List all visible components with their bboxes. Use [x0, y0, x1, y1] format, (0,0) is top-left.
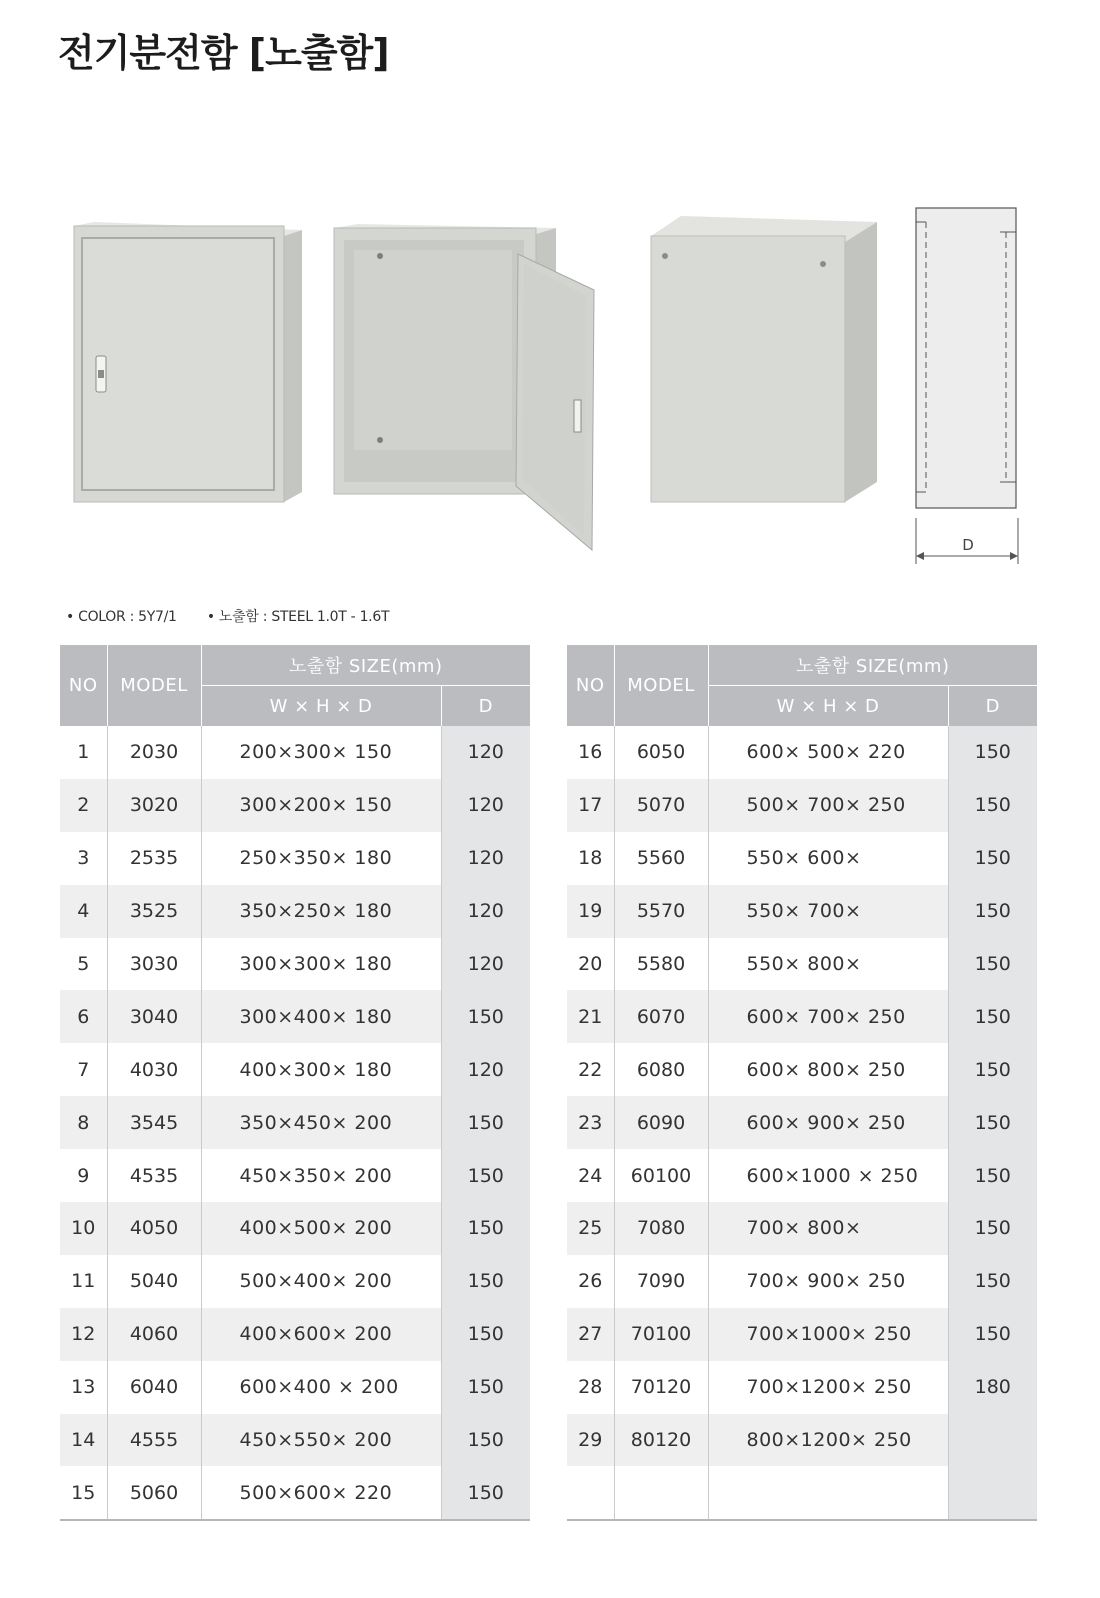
cell-no: 9: [77, 1164, 90, 1187]
color-spec: • COLOR : 5Y7/1: [66, 609, 177, 625]
cell-model: 70100: [614, 1308, 708, 1361]
cell-d: 150: [948, 726, 1037, 779]
cell-no: 21: [567, 990, 614, 1043]
cell-d: 150: [948, 1149, 1037, 1202]
cell-model: 70120: [614, 1361, 708, 1414]
cell-size: 600×1000 × 250: [708, 1149, 948, 1202]
table-row: [60, 1255, 530, 1308]
cell-size: 400×500× 200: [201, 1202, 441, 1255]
header-d: D: [948, 686, 1037, 727]
table-row: [60, 1043, 530, 1096]
cell-d: 150: [441, 990, 530, 1043]
cell-no: 29: [567, 1414, 614, 1467]
cell-size: 600× 700× 250: [708, 990, 948, 1043]
cell-size: 400×300× 180: [201, 1043, 441, 1096]
cell-no: 27: [567, 1308, 614, 1361]
table-row: [60, 990, 530, 1043]
cell-model: 7090: [614, 1255, 708, 1308]
table-row: [60, 885, 530, 938]
table-row: [567, 1149, 1037, 1202]
product-photos: [0, 200, 1100, 580]
cell-no: 1: [77, 741, 90, 764]
cell-d: 150: [948, 938, 1037, 991]
cell-d: 150: [948, 1043, 1037, 1096]
cell-model: 3525: [107, 885, 201, 938]
cell-size: 450×350× 200: [201, 1149, 441, 1202]
cell-d: 150: [441, 1202, 530, 1255]
cell-size: 550× 700×: [708, 885, 948, 938]
cell-d: 150: [948, 1096, 1037, 1149]
cell-size: 600× 900× 250: [708, 1096, 948, 1149]
cell-d: 150: [441, 1149, 530, 1202]
cell-size: 350×450× 200: [201, 1096, 441, 1149]
cell-model: 2030: [107, 726, 201, 779]
cell-model: 6050: [614, 726, 708, 779]
table-row: [60, 938, 530, 991]
cell-d: 150: [441, 1096, 530, 1149]
cell-d: 150: [948, 885, 1037, 938]
cell-no: 12: [60, 1308, 107, 1361]
cell-size: 250×350× 180: [201, 832, 441, 885]
cell-size: 550× 800×: [708, 938, 948, 991]
cell-model: 2535: [107, 832, 201, 885]
cell-no: 24: [578, 1164, 603, 1187]
material-spec: • 노출함 : STEEL 1.0T - 1.6T: [206, 609, 390, 625]
table-row: [567, 1308, 1037, 1361]
cell-d: 150: [948, 1202, 1037, 1255]
cell-model: 6040: [107, 1361, 201, 1414]
cell-model: 4050: [107, 1202, 201, 1255]
cabinet-back-image: [645, 212, 885, 507]
cabinet-open-image: [330, 224, 600, 554]
cell-size: 700× 800×: [708, 1202, 948, 1255]
table-row: [567, 1414, 1037, 1467]
table-row: [60, 1149, 530, 1202]
cell-model: 6090: [614, 1096, 708, 1149]
table-row: [567, 1255, 1037, 1308]
cell-model: 5570: [614, 885, 708, 938]
cell-size: [708, 1466, 948, 1520]
cell-model: 4555: [107, 1414, 201, 1467]
cell-no: 19: [567, 885, 614, 938]
cell-no: 8: [60, 1096, 107, 1149]
cell-d: 180: [948, 1361, 1037, 1414]
header-size-group: 노출함 SIZE(mm): [201, 645, 530, 686]
cell-size: 300×400× 180: [201, 990, 441, 1043]
cell-no: 26: [578, 1270, 603, 1293]
cell-model: 4060: [107, 1308, 201, 1361]
cell-size: 800×1200× 250: [708, 1414, 948, 1467]
cell-d: 150: [441, 1361, 530, 1414]
table-row: [567, 832, 1037, 885]
header-model: MODEL: [107, 645, 201, 726]
depth-diagram: [910, 202, 1030, 572]
cell-no: 14: [60, 1414, 107, 1467]
cell-d: 150: [441, 1466, 530, 1520]
cell-model: 80120: [614, 1414, 708, 1467]
cell-no: 22: [578, 1058, 603, 1081]
header-whd: W × H × D: [201, 686, 441, 727]
table-row: [60, 1414, 530, 1467]
cell-d: 150: [441, 1414, 530, 1467]
cell-size: 450×550× 200: [201, 1414, 441, 1467]
cell-model: 7080: [614, 1202, 708, 1255]
table-row: [60, 779, 530, 832]
cell-no: [567, 1466, 614, 1520]
cell-d: [948, 1414, 1037, 1467]
cell-d: 150: [948, 779, 1037, 832]
cell-d: 150: [948, 990, 1037, 1043]
depth-label: D: [962, 536, 974, 554]
cell-size: 350×250× 180: [201, 885, 441, 938]
cell-d: 150: [948, 832, 1037, 885]
table-row: [567, 1466, 1037, 1520]
cell-model: 3030: [107, 938, 201, 991]
table-row: [567, 726, 1037, 779]
table-row: [60, 1202, 530, 1255]
table-row: [567, 1043, 1037, 1096]
cell-model: 5040: [107, 1255, 201, 1308]
header-size-group: 노출함 SIZE(mm): [708, 645, 1037, 686]
cell-size: 700× 900× 250: [708, 1255, 948, 1308]
table-row: [567, 885, 1037, 938]
cell-size: 300×200× 150: [201, 779, 441, 832]
table-row: [567, 1361, 1037, 1414]
cell-size: 400×600× 200: [201, 1308, 441, 1361]
cell-model: [614, 1466, 708, 1520]
cell-no: 20: [578, 953, 603, 975]
cell-no: 25: [567, 1202, 614, 1255]
cell-no: 17: [567, 779, 614, 832]
cell-no: 4: [60, 885, 107, 938]
cell-model: 5060: [107, 1466, 201, 1520]
cell-no: 23: [567, 1096, 614, 1149]
cell-no: 11: [71, 1270, 96, 1293]
table-row: [567, 1096, 1037, 1149]
cell-size: 500×600× 220: [201, 1466, 441, 1520]
cell-d: 120: [441, 885, 530, 938]
table-row: [60, 726, 530, 779]
cell-d: 150: [948, 1255, 1037, 1308]
cell-model: 60100: [614, 1149, 708, 1202]
cell-model: 5560: [614, 832, 708, 885]
cell-d: 150: [441, 1308, 530, 1361]
cell-no: 16: [578, 741, 603, 764]
cell-no: 3: [77, 847, 90, 870]
cell-no: 5: [77, 953, 90, 975]
cell-d: 150: [948, 1308, 1037, 1361]
cell-no: 10: [60, 1202, 107, 1255]
cell-d: 120: [441, 832, 530, 885]
cell-model: 3020: [107, 779, 201, 832]
cell-model: 4535: [107, 1149, 201, 1202]
header-whd: W × H × D: [708, 686, 948, 727]
table-row: [567, 779, 1037, 832]
table-row: [567, 1202, 1037, 1255]
cell-model: 6070: [614, 990, 708, 1043]
spec-notes: [66, 606, 415, 626]
cell-model: 6080: [614, 1043, 708, 1096]
table-row: [567, 990, 1037, 1043]
cell-size: 700×1000× 250: [708, 1308, 948, 1361]
cell-d: 120: [441, 779, 530, 832]
header-model: MODEL: [614, 645, 708, 726]
size-table-right: [567, 645, 1037, 1521]
cabinet-closed-image: [70, 220, 310, 505]
cell-no: 7: [77, 1058, 90, 1081]
cell-d: 120: [441, 938, 530, 991]
cell-size: 200×300× 150: [201, 726, 441, 779]
table-row: [60, 1308, 530, 1361]
table-row: [60, 1096, 530, 1149]
cell-size: 600× 800× 250: [708, 1043, 948, 1096]
cell-no: 13: [71, 1376, 96, 1399]
cell-size: 600×400 × 200: [201, 1361, 441, 1414]
size-table-left: [60, 645, 530, 1521]
cell-d: 150: [441, 1255, 530, 1308]
header-no: NO: [567, 645, 614, 726]
page-title: 전기분전함 [노출함]: [58, 31, 389, 75]
cell-no: 15: [60, 1466, 107, 1520]
left-table-body: [60, 726, 530, 1520]
table-row: [60, 832, 530, 885]
cell-d: [948, 1466, 1037, 1520]
cell-size: 700×1200× 250: [708, 1361, 948, 1414]
cell-no: 18: [578, 847, 603, 870]
cell-no: 28: [578, 1376, 603, 1399]
right-table-body: [567, 726, 1037, 1520]
header-no: NO: [60, 645, 107, 726]
cell-size: 550× 600×: [708, 832, 948, 885]
cell-size: 500×400× 200: [201, 1255, 441, 1308]
cell-model: 5580: [614, 938, 708, 991]
header-d: D: [441, 686, 530, 727]
cell-model: 4030: [107, 1043, 201, 1096]
cell-d: 120: [441, 726, 530, 779]
table-row: [60, 1361, 530, 1414]
table-row: [60, 1466, 530, 1520]
cell-model: 5070: [614, 779, 708, 832]
cell-model: 3040: [107, 990, 201, 1043]
cell-no: 2: [60, 779, 107, 832]
cell-size: 600× 500× 220: [708, 726, 948, 779]
cell-no: 6: [60, 990, 107, 1043]
table-row: [567, 938, 1037, 991]
cell-d: 120: [441, 1043, 530, 1096]
cell-size: 300×300× 180: [201, 938, 441, 991]
cell-model: 3545: [107, 1096, 201, 1149]
cell-size: 500× 700× 250: [708, 779, 948, 832]
